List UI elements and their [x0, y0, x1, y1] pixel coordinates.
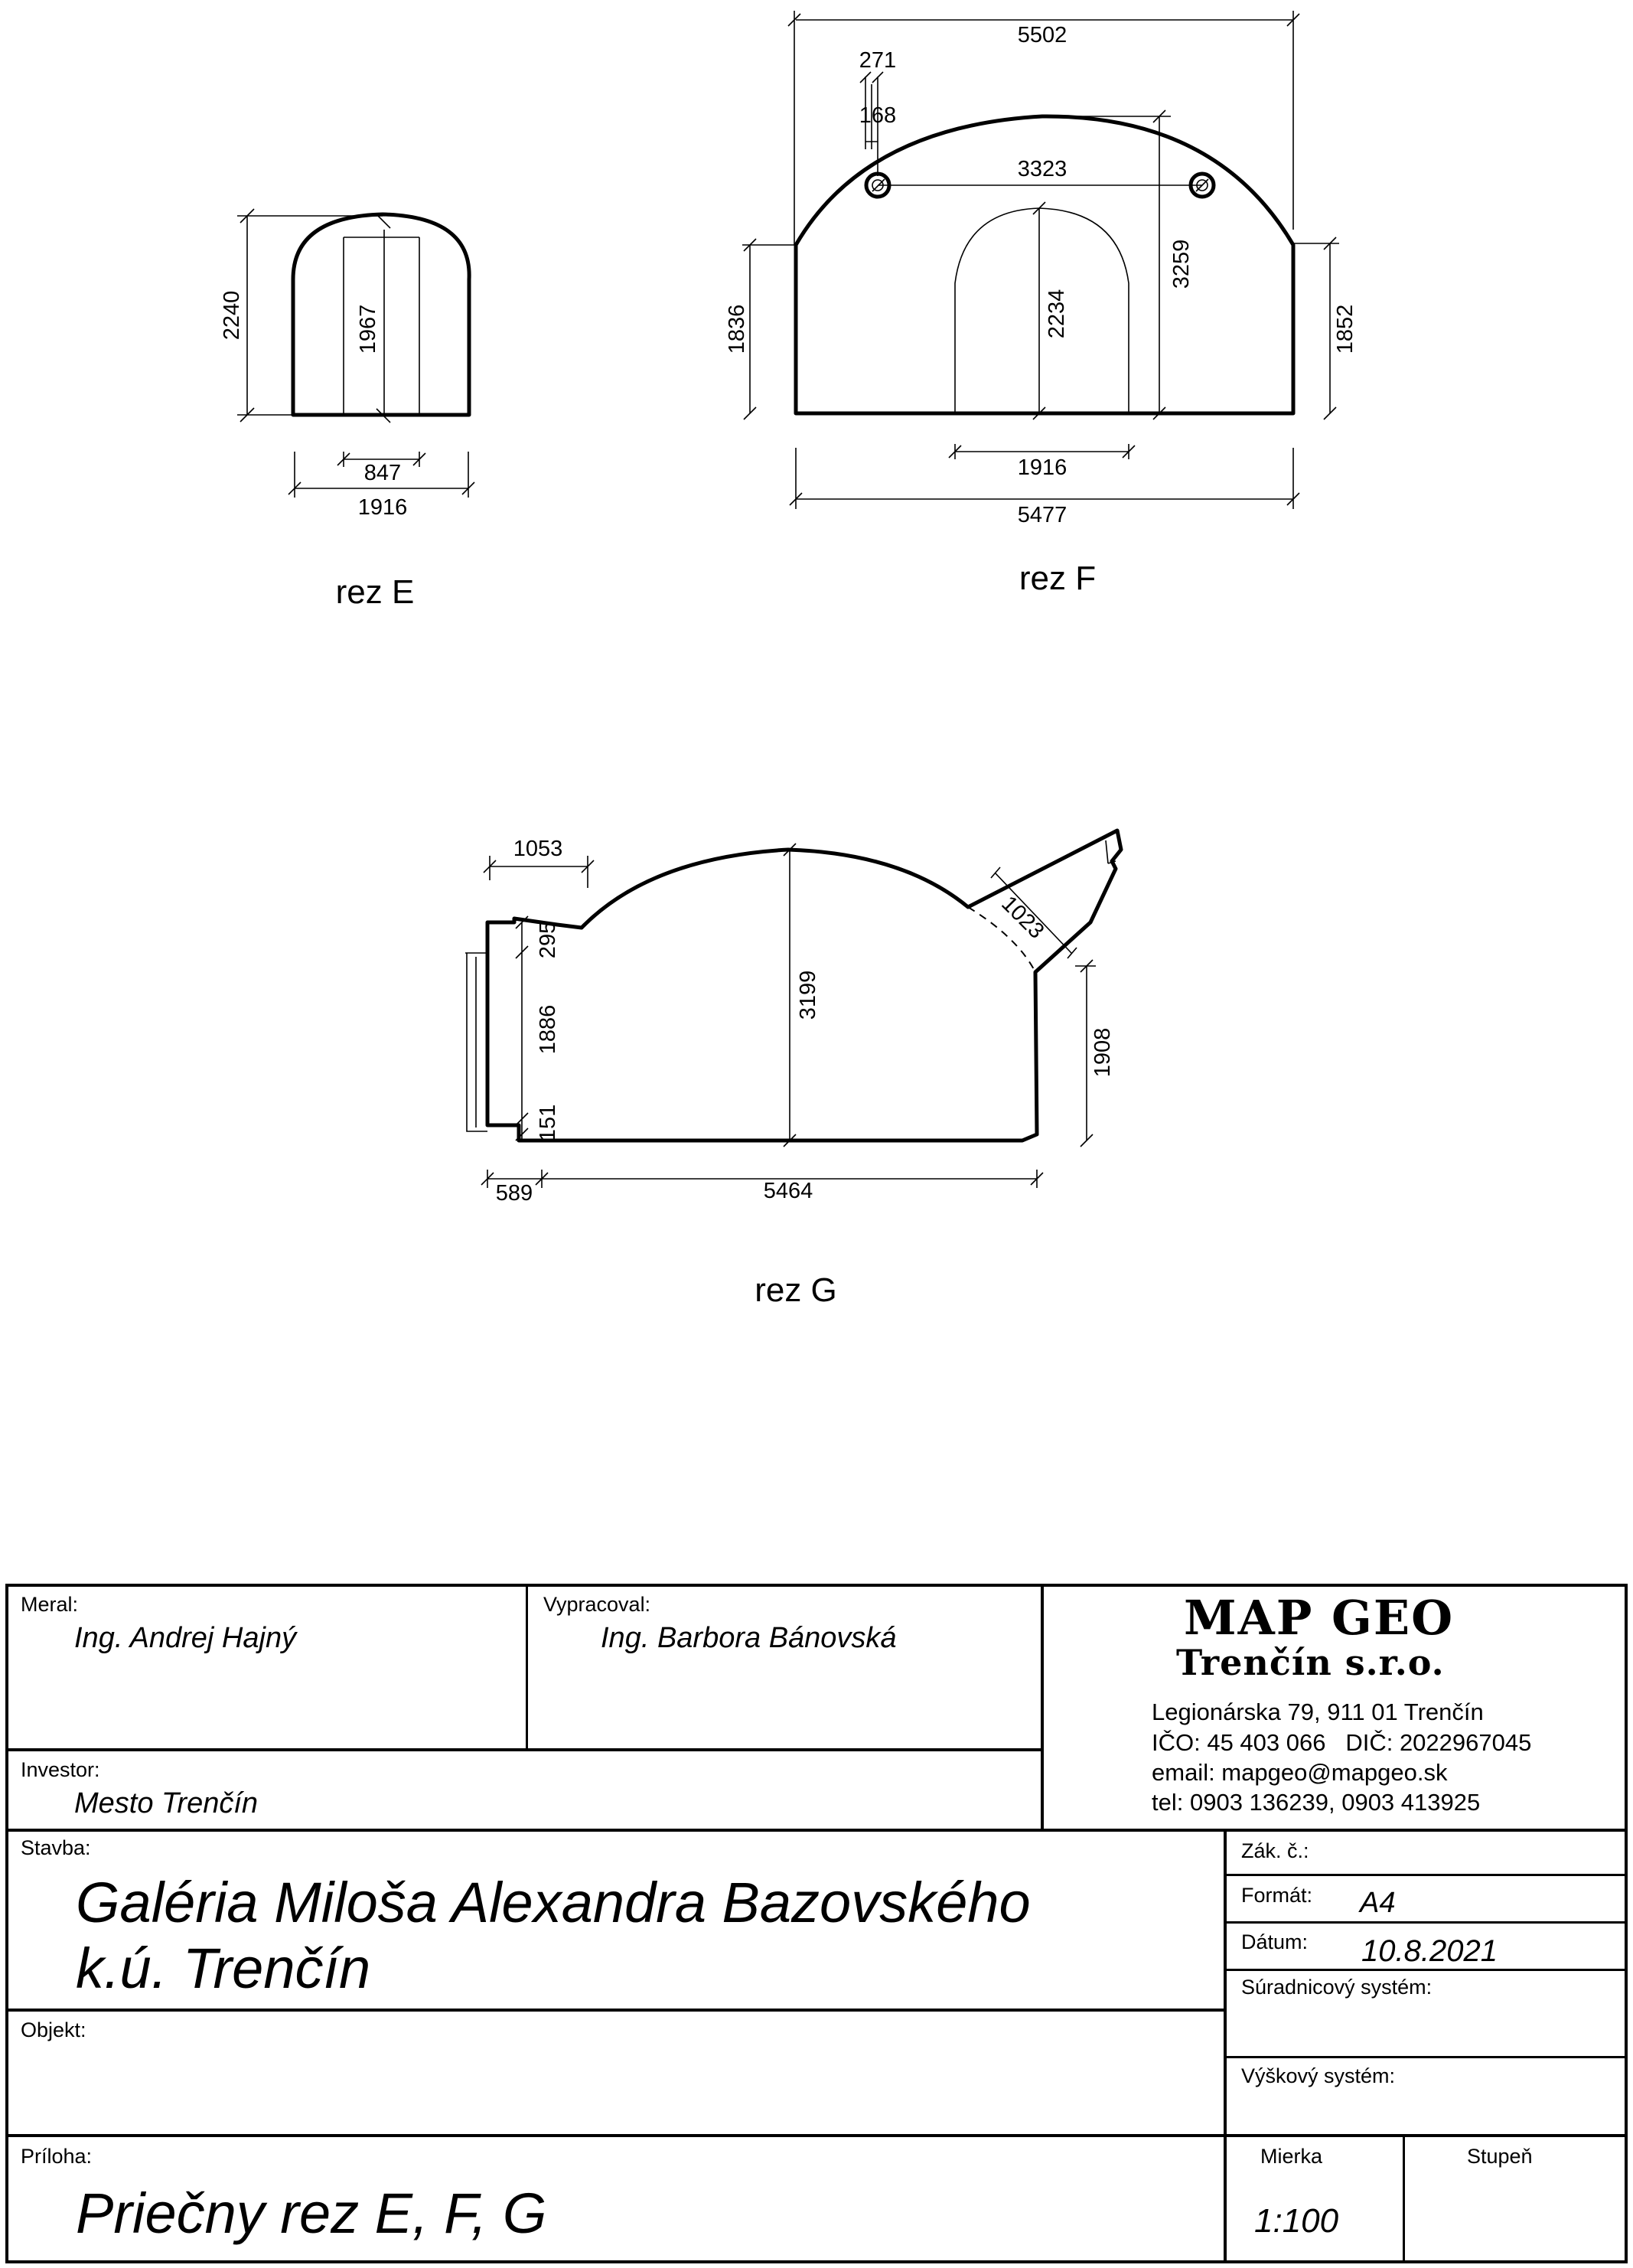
investor-value: Mesto Trenčín [74, 1787, 259, 1819]
dim-g-3199: 3199 [796, 970, 820, 1020]
dim-e-2240: 2240 [220, 290, 244, 341]
dim-g-1886: 1886 [536, 1004, 560, 1055]
priloha-label: Príloha: [21, 2145, 93, 2168]
vyskovy-label: Výškový systém: [1241, 2064, 1396, 2087]
dim-g-5464: 5464 [763, 1179, 813, 1203]
meral-value: Ing. Andrej Hajný [74, 1622, 297, 1654]
section-e [220, 209, 474, 611]
dim-g-151: 151 [536, 1104, 560, 1142]
dim-g-1023: 1023 [996, 891, 1049, 944]
priloha-value: Priečny rez E, F, G [76, 2182, 547, 2245]
zak-c-label: Zák. č.: [1241, 1839, 1309, 1862]
section-f [725, 11, 1358, 597]
dim-f-271: 271 [859, 48, 897, 73]
dim-f-5477: 5477 [1017, 503, 1067, 527]
caption-rez-g: rez G [755, 1271, 837, 1309]
company-logo-subname: Trenčín s.r.o. [1176, 1642, 1445, 1683]
dim-f-2234: 2234 [1045, 289, 1069, 339]
dim-g-1053: 1053 [513, 837, 563, 861]
company-ids: IČO: 45 403 066 DIČ: 2022967045 [1152, 1729, 1532, 1756]
format-label: Formát: [1241, 1884, 1313, 1907]
company-address: Legionárska 79, 911 01 Trenčín [1152, 1699, 1484, 1725]
datum-value: 10.8.2021 [1361, 1934, 1498, 1968]
dim-e-1916: 1916 [357, 495, 408, 520]
stavba-line2: k.ú. Trenčín [76, 1937, 371, 2000]
company-email: email: mapgeo@mapgeo.sk [1152, 1759, 1448, 1786]
title-block [5, 1584, 1628, 2263]
dim-g-295: 295 [536, 921, 560, 959]
stavba-label: Stavba: [21, 1836, 91, 1859]
dim-f-3323: 3323 [1017, 157, 1067, 181]
dim-f-1916: 1916 [1017, 455, 1067, 480]
investor-label: Investor: [21, 1758, 100, 1781]
dim-f-1852: 1852 [1333, 304, 1358, 354]
section-g [465, 831, 1121, 1309]
format-value: A4 [1360, 1887, 1396, 1919]
dim-f-5502: 5502 [1017, 23, 1067, 47]
datum-label: Dátum: [1241, 1930, 1309, 1953]
caption-rez-f: rez F [1019, 560, 1097, 597]
objekt-label: Objekt: [21, 2018, 86, 2041]
vypracoval-label: Vypracoval: [543, 1593, 651, 1616]
dim-e-847: 847 [363, 461, 402, 485]
dim-f-3259: 3259 [1169, 239, 1194, 289]
vypracoval-value: Ing. Barbora Bánovská [601, 1622, 897, 1654]
dim-e-1967: 1967 [356, 304, 380, 354]
dim-g-589: 589 [495, 1181, 533, 1206]
dim-f-1836: 1836 [725, 304, 749, 354]
dim-f-168: 168 [859, 103, 897, 128]
suradnicovy-label: Súradnicový systém: [1241, 1976, 1433, 1999]
company-logo-name: MAP GEO [1184, 1590, 1455, 1646]
mierka-label: Mierka [1260, 2145, 1323, 2168]
company-tel: tel: 0903 136239, 0903 413925 [1152, 1789, 1481, 1816]
section-e-outline [293, 214, 469, 415]
mierka-value: 1:100 [1254, 2202, 1339, 2240]
stavba-line1: Galéria Miloša Alexandra Bazovského [76, 1871, 1031, 1934]
meral-label: Meral: [21, 1593, 79, 1616]
stupen-label: Stupeň [1467, 2145, 1533, 2168]
caption-rez-e: rez E [335, 573, 415, 611]
dim-g-1908: 1908 [1090, 1027, 1115, 1078]
